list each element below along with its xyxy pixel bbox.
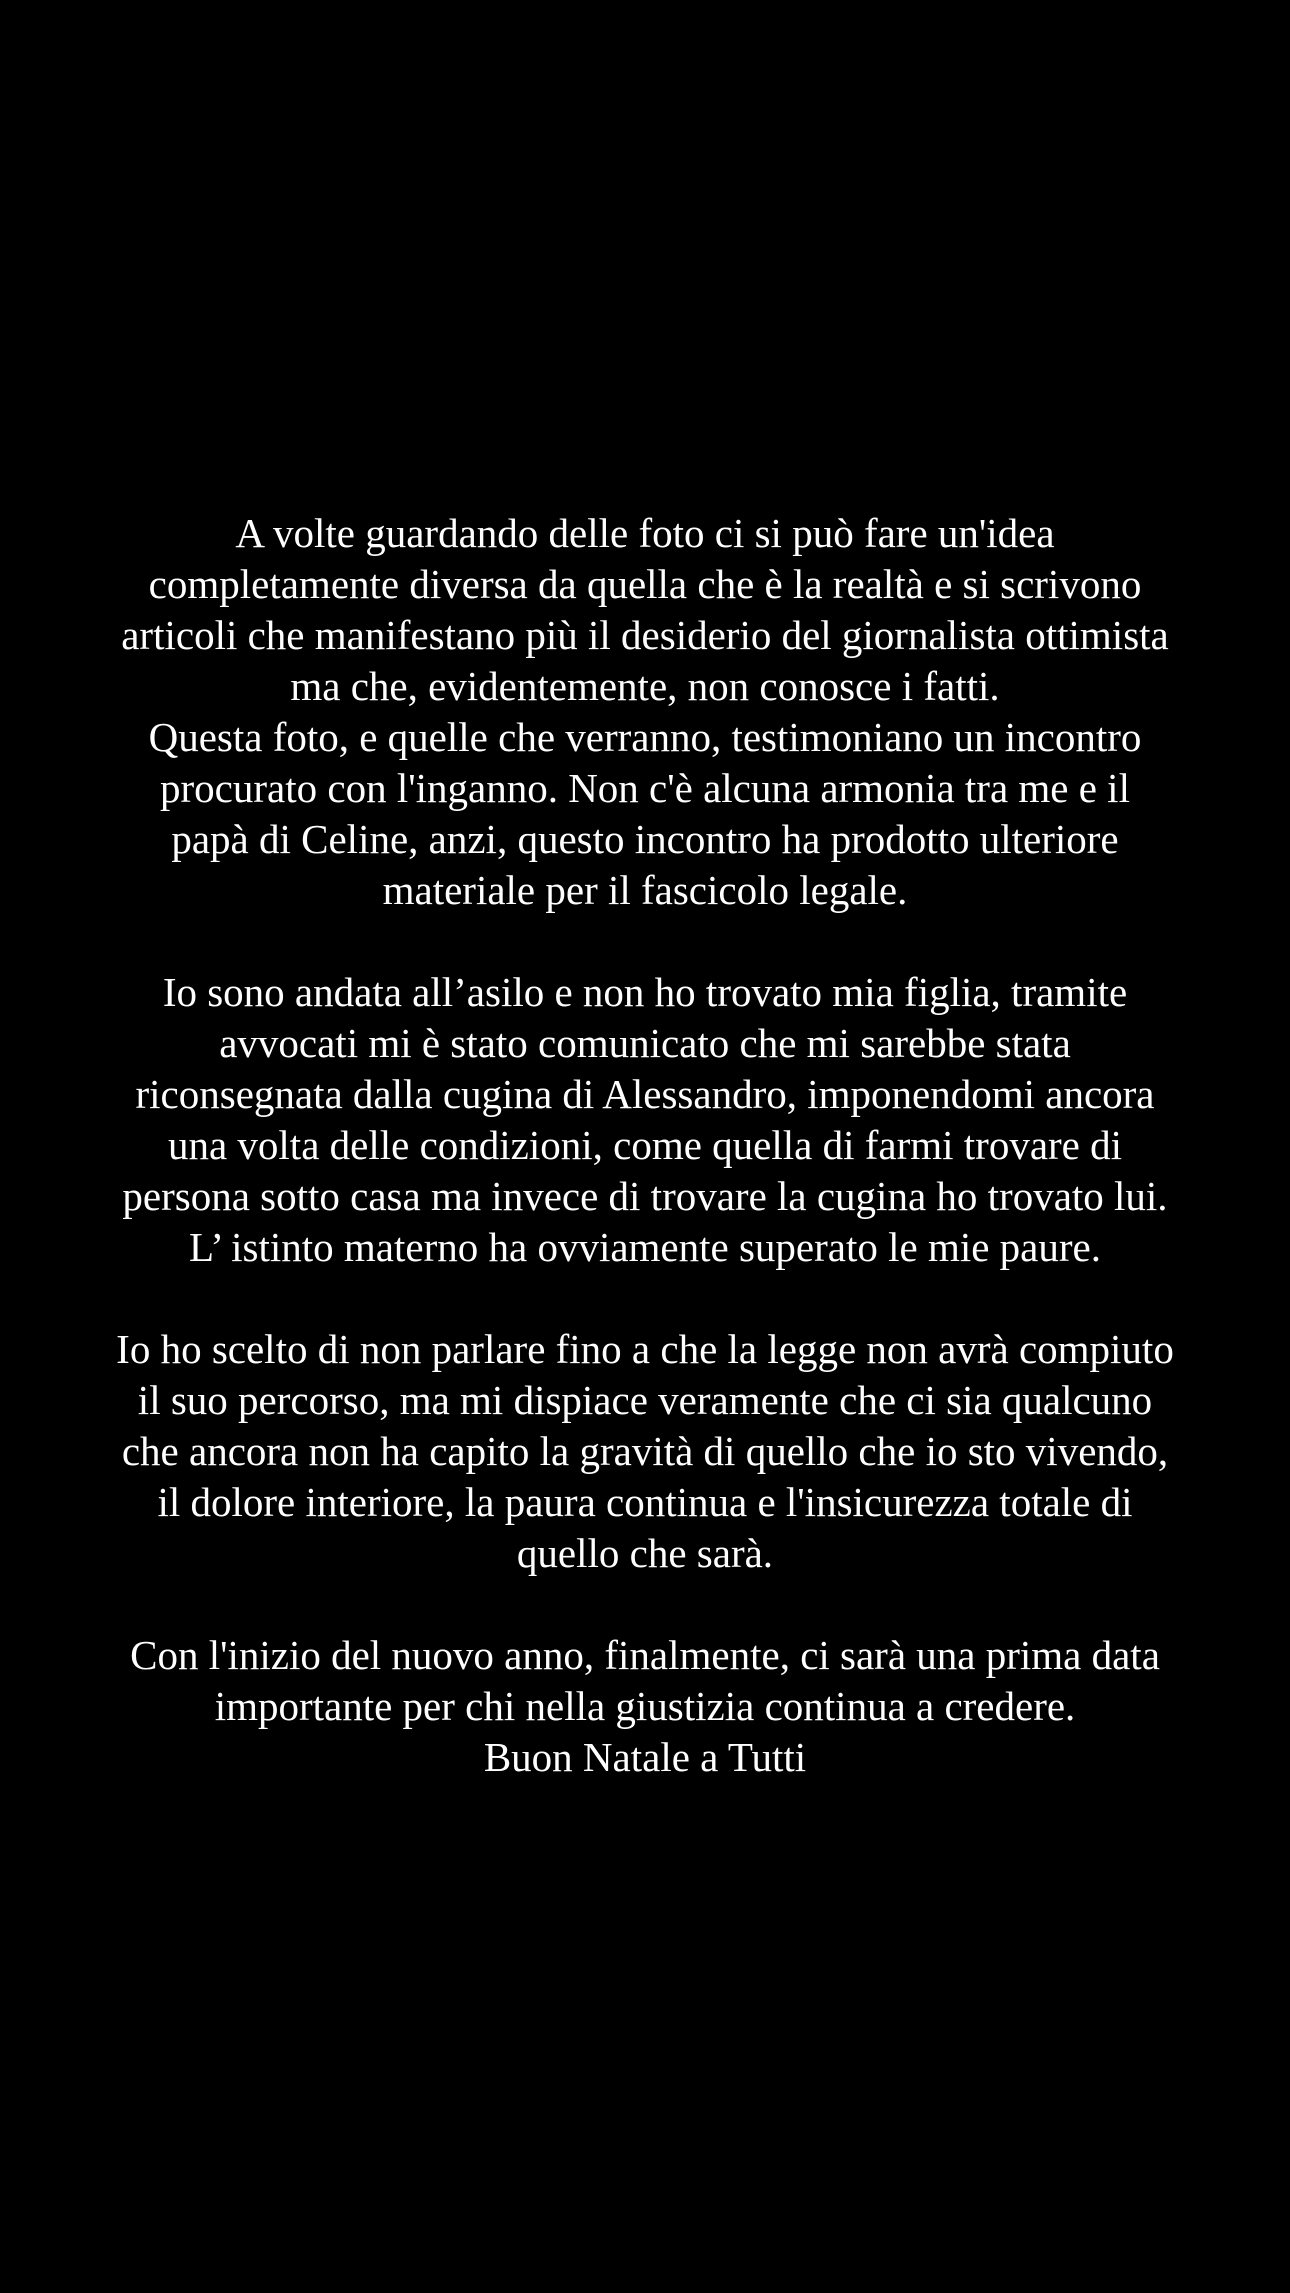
- text-line: articoli che manifestano più il desiderio del giornalista ottimista: [121, 612, 1169, 658]
- paragraph-spacer: [30, 916, 1260, 967]
- paragraph-4: [30, 1630, 1260, 1783]
- text-line: una volta delle condizioni, come quella di farmi trovare di: [167, 1122, 1123, 1168]
- text-line: quello che sarà.: [516, 1530, 774, 1576]
- text-line: avvocati mi è stato comunicato che mi sarebbe stata: [219, 1020, 1071, 1066]
- text-line: Con l'inizio del nuovo anno, finalmente, ci sarà una prima data: [130, 1632, 1160, 1678]
- text-line: riconsegnata dalla cugina di Alessandro, imponendomi ancora: [135, 1071, 1155, 1117]
- text-line: completamente diversa da quella che è la realtà e si scrivono: [148, 561, 1142, 607]
- text-line: Questa foto, e quelle che verranno, testimoniano un incontro: [148, 714, 1142, 760]
- text-line: ma che, evidentemente, non conosce i fatti.: [290, 663, 1000, 709]
- text-line: importante per chi nella giustizia continua a credere.: [214, 1683, 1076, 1729]
- paragraph-spacer: [30, 1273, 1260, 1324]
- closing-greeting: Buon Natale a Tutti: [483, 1734, 807, 1780]
- text-line: Io sono andata all’asilo e non ho trovato mia figlia, tramite: [162, 969, 1128, 1015]
- text-line: il dolore interiore, la paura continua e l'insicurezza totale di: [157, 1479, 1133, 1525]
- paragraph-2: [30, 967, 1260, 1273]
- text-line: il suo percorso, ma mi dispiace veramente che ci sia qualcuno: [137, 1377, 1153, 1423]
- text-line: persona sotto casa ma invece di trovare la cugina ho trovato lui.: [122, 1173, 1168, 1219]
- text-line: Io ho scelto di non parlare fino a che la legge non avrà compiuto: [116, 1326, 1174, 1372]
- text-line: papà di Celine, anzi, questo incontro ha prodotto ulteriore: [171, 816, 1119, 862]
- paragraph-1: [30, 508, 1260, 916]
- story-text: [30, 508, 1260, 1783]
- text-line: che ancora non ha capito la gravità di quello che io sto vivendo,: [121, 1428, 1169, 1474]
- text-line: materiale per il fascicolo legale.: [382, 867, 908, 913]
- paragraph-spacer: [30, 1579, 1260, 1630]
- paragraph-3: [30, 1324, 1260, 1579]
- text-line: L’ istinto materno ha ovviamente superato le mie paure.: [189, 1224, 1101, 1270]
- text-line: A volte guardando delle foto ci si può fare un'idea: [235, 510, 1055, 556]
- text-line: procurato con l'inganno. Non c'è alcuna armonia tra me e il: [160, 765, 1130, 811]
